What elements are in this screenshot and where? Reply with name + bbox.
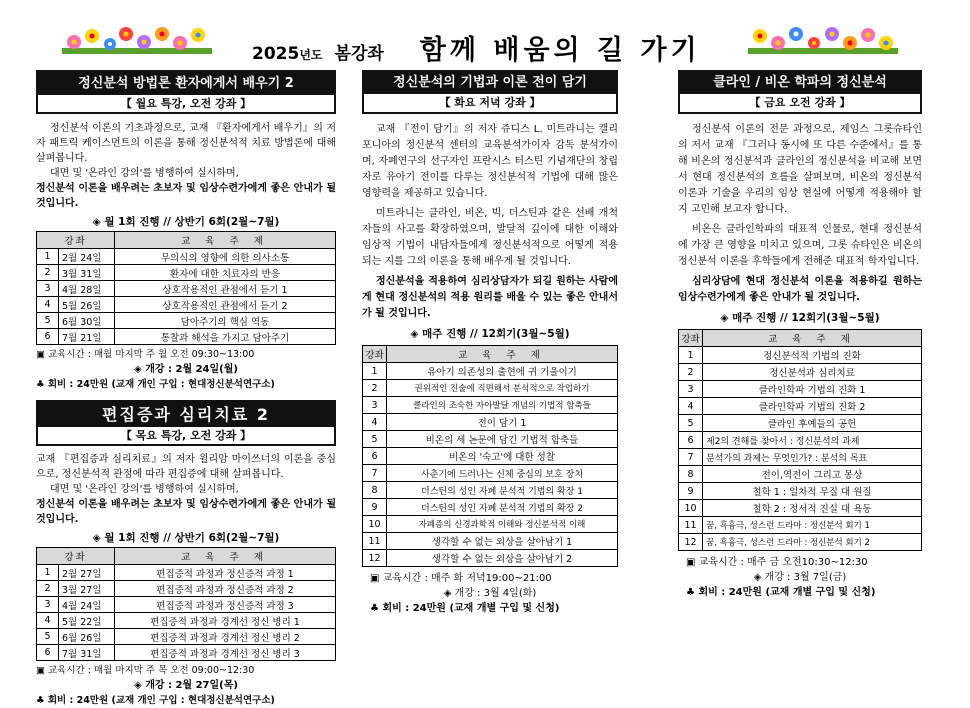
table-row: 7 사춘기에 드러나는 신체 중심의 보호 장치 (363, 465, 618, 482)
column-middle (362, 70, 618, 616)
table-row: 8 전이,역전이 그리고 몽상 (679, 466, 922, 483)
course3-subtitle: 【 화요 저녁 강좌 】 (364, 94, 616, 112)
course1-mode: 대면 및 '온라인 강의'를 병행하여 실시하며, (50, 168, 239, 179)
table-row: 10 철학 2 : 정서적 진실 대 욕동 (679, 500, 922, 517)
table-row: 4 5월 26일 상호작용적인 관점에서 듣기 2 (37, 297, 336, 313)
table-row: 2 권위적인 진술에 직면해서 분석적으로 작업하기 (363, 380, 618, 397)
course1-title: 정신분석 방법론 환자에게서 배우기 2 (38, 72, 334, 95)
course2-schedule: ◈ 월 1회 진행 // 상반기 6회(2월~7월) (92, 532, 280, 544)
table-row: 6 제2의 견해를 찾아서 : 정신분석의 과제 (679, 432, 922, 449)
table-row: 12 꿈, 흑흉극, 성스런 드라마 : 정신분석 회기 2 (679, 534, 922, 551)
course1-time: ▣ 교육시간 : 매월 마지막 주 월 오전 09:30~13:00 (36, 349, 255, 360)
table-header-content: 교 육 주 제 (387, 346, 618, 363)
course3-target: 정신분석을 적용하여 심리상담자가 되길 원하는 사람에게 현대 정신분석의 적용 원리를 배울 수 있는 좋은 안내서가 될 것입니다. (362, 276, 618, 319)
table-row: 6 7월 31일 편집증적 과정과 경계선 정신 병리 3 (37, 645, 336, 661)
table-row: 5 6월 30일 담아주기의 핵심 역동 (37, 313, 336, 329)
course3-start: ◈ 개강 : 3월 4일(화) (443, 588, 537, 599)
course4-start: ◈ 개강 : 3월 7일(금) (753, 572, 847, 583)
course1-fee: ♣ 회비 : 24만원 (교재 개인 구입 : 현대정신분석연구소) (36, 379, 275, 390)
course2-target: 정신분석 이론을 배우려는 초보자 및 임상수련가에게 좋은 안내가 될 것입니다. (36, 499, 336, 525)
title-season: 봄강좌 (334, 44, 384, 64)
table-header-lecture: 강좌 (37, 232, 115, 249)
table-row: 4 5월 22일 편집증적 과정과 경계선 정신 병리 1 (37, 613, 336, 629)
table-row: 5 비온의 세 논문에 담긴 기법적 함축들 (363, 431, 618, 448)
table-header-lecture: 강좌 (37, 548, 115, 565)
course4-title: 클라인 / 비온 학파의 정신분석 (680, 72, 920, 94)
course4-target: 심리상담에 현대 정신분석 이론을 적용하길 원하는 임상수련가에게 좋은 안내가 될 것입니다. (678, 276, 922, 303)
table-row: 3 클라인의 조숙한 자아발달 개념의 기법적 함축들 (363, 397, 618, 414)
table-row: 11 생각할 수 없는 외상을 살아남기 1 (363, 533, 618, 550)
table-row: 2 3월 31일 환자에 대한 치료자의 반응 (37, 265, 336, 281)
table-row: 4 전이 담기 1 (363, 414, 618, 431)
course4-time: ▣ 교육시간 : 매주 금 오전10:30~12:30 (686, 557, 868, 568)
course3-detail: 미트라니는 클라인, 비온, 빅, 더스틴과 같은 선배 개척자들의 사고를 확장하였으며, 발달적 깊이에 대한 이해와 임상적 기법이 내담자들에게 정신분석적으로 어떻게 적용되는 지를 그의 이론을 통해 배우게 될 것입니다. (362, 208, 618, 267)
course3-title: 정신분석의 기법과 이론 전이 담기 (364, 72, 616, 94)
flower-garland-left (62, 22, 212, 58)
course3-table (362, 345, 618, 567)
course2-fee: ♣ 회비 : 24만원 (교재 개인 구입 : 현대정신분석연구소) (36, 695, 275, 706)
table-row: 2 3월 27일 편집증적 과정과 정신증적 과정 2 (37, 581, 336, 597)
course1-target: 정신분석 이론을 배우려는 초보자 및 임상수련가에게 좋은 안내가 될 것입니다. (36, 183, 336, 209)
course4-table (678, 329, 922, 551)
table-row: 6 7월 21일 통찰과 해석을 가지고 담아주기 (37, 329, 336, 345)
column-right (678, 70, 922, 600)
table-row: 4 클라인학파 기법의 진화 2 (679, 398, 922, 415)
table-row: 3 4월 24일 편집증적 과정과 정신증적 과정 3 (37, 597, 336, 613)
table-row: 1 정신분석적 기법의 진화 (679, 347, 922, 364)
course3-schedule: ◈ 매주 진행 // 12회기(3월~5월) (410, 328, 570, 340)
table-header-content: 교 육 주 제 (703, 330, 922, 347)
course1-title-box (36, 70, 336, 114)
table-row: 1 2월 27일 편집증적 과정과 정신증적 과정 1 (37, 565, 336, 581)
course2-intro: 교재 『편집증과 심리치료』의 저자 윌리암 마이쓰너의 이론을 중심으로, 정신분석적 관점에 따라 편집증에 대해 살펴봅니다. (36, 454, 336, 480)
table-row: 5 6월 26일 편집증적 과정과 경계선 정신 병리 2 (37, 629, 336, 645)
page-header (0, 0, 970, 68)
table-row: 6 비온의 '숙고'에 대한 성찰 (363, 448, 618, 465)
table-header-lecture: 강좌 (363, 346, 387, 363)
course2-subtitle: 【 목요 특강, 오전 강좌 】 (38, 427, 334, 444)
course4-title-box (678, 70, 922, 114)
table-header-content: 교 육 주 제 (115, 232, 336, 249)
table-row: 1 유아기 의존성의 출현에 귀 기울이기 (363, 363, 618, 380)
table-row: 12 생각할 수 없는 외상을 살아남기 2 (363, 550, 618, 567)
table-row: 3 클라인학파 기법의 진화 1 (679, 381, 922, 398)
table-row: 2 정신분석과 심리치료 (679, 364, 922, 381)
course1-schedule: ◈ 월 1회 진행 // 상반기 6회(2월~7월) (92, 216, 280, 228)
course2-table (36, 547, 336, 661)
course4-fee: ♣ 회비 : 24만원 (교재 개별 구입 및 신청) (686, 587, 876, 598)
course1-intro: 정신분석 이론의 기초과정으로, 교재 『환자에게서 배우기』의 저자 패트릭 케이스먼트의 이론을 통해 정신분석적 치료 방법론에 대해 살펴봅니다. (36, 123, 336, 164)
title-year: 2025 (252, 44, 300, 64)
course2-start: ◈ 개강 : 2월 27일(목) (134, 680, 238, 691)
table-header-lecture: 강좌 (679, 330, 703, 347)
table-header-content: 교 육 주 제 (115, 548, 336, 565)
course2-title: 편집증과 심리치료 2 (38, 402, 334, 427)
title-main: 함께 배움의 길 가기 (419, 35, 701, 66)
course4-subtitle: 【 금요 오전 강좌 】 (680, 94, 920, 112)
course2-title-box (36, 400, 336, 446)
course3-time: ▣ 교육시간 : 매주 화 저녁19:00~21:00 (370, 573, 552, 584)
title-year-suffix: 년도 (299, 48, 323, 62)
table-row: 1 2월 24일 무의식의 영향에 의한 의사소통 (37, 249, 336, 265)
course1-start: ◈ 개강 : 2월 24일(월) (134, 364, 238, 375)
table-row: 11 꿈, 흑흉극, 성스런 드라마 : 정신분석 회기 1 (679, 517, 922, 534)
flower-garland-right (748, 22, 898, 58)
course3-title-box (362, 70, 618, 114)
course2-mode: 대면 및 '온라인 강의'를 병행하여 실시하며, (50, 484, 239, 495)
table-row: 9 더스틴의 성인 자폐 분석적 기법의 확장 2 (363, 499, 618, 516)
table-row: 8 더스틴의 성인 자폐 분석적 기법의 확장 1 (363, 482, 618, 499)
course4-detail: 비온은 클라인학파의 대표적 인물로, 현대 정신분석에 가장 큰 영향을 미치고 있으며, 그롯 슈타인은 비온의 정신분석 이론을 후학들에게 전해준 대표적 학자입니다. (678, 224, 922, 267)
course4-schedule: ◈ 매주 진행 // 12회기(3월~5월) (720, 312, 880, 324)
table-row: 7 분석가의 과제는 무엇인가? : 분석의 목표 (679, 449, 922, 466)
table-row: 10 자폐증의 신경과학적 이해와 정신분석적 이해 (363, 516, 618, 533)
course1-subtitle: 【 월요 특강, 오전 강좌 】 (38, 95, 334, 112)
course3-intro: 교재 『전이 담기』의 저자 쥬디스 L. 미트라니는 캘리포니아의 정신분석 센터의 교육분석가이자 감독 분석가이며, 자폐연구의 선구자인 프란시스 터스틴 기념재단의 창립자로 유아기 전이를 다루는 정신분석적 기법에 대해 많은 영향력을 제공하고 있습니다. (362, 124, 618, 199)
course4-intro: 정신분석 이론의 전문 과정으로, 제임스 그롯슈타인의 저서 교재 『그러나 동시에 또 다른 수준에서』를 통해 비온의 정신분석과 클라인의 정신분석을 비교해 보면서 현대 정신분석의 흐름을 살펴보며, 비온의 정신분석 이론과 기술을 우리의 임상 현실에 어떻게 적용해야 할지 고민해 보고자 합니다. (678, 124, 922, 215)
page-title (252, 28, 701, 66)
course1-table (36, 231, 336, 345)
table-row: 5 클라인 후예들의 공헌 (679, 415, 922, 432)
table-row: 9 철학 1 : 일차적 무질 대 원질 (679, 483, 922, 500)
table-row: 3 4월 28일 상호작용적인 관점에서 듣기 1 (37, 281, 336, 297)
course3-fee: ♣ 회비 : 24만원 (교재 개별 구입 및 신청) (370, 603, 560, 614)
course2-time: ▣ 교육시간 : 매월 마지막 주 목 오전 09:00~12:30 (36, 665, 255, 676)
column-left (36, 70, 336, 708)
